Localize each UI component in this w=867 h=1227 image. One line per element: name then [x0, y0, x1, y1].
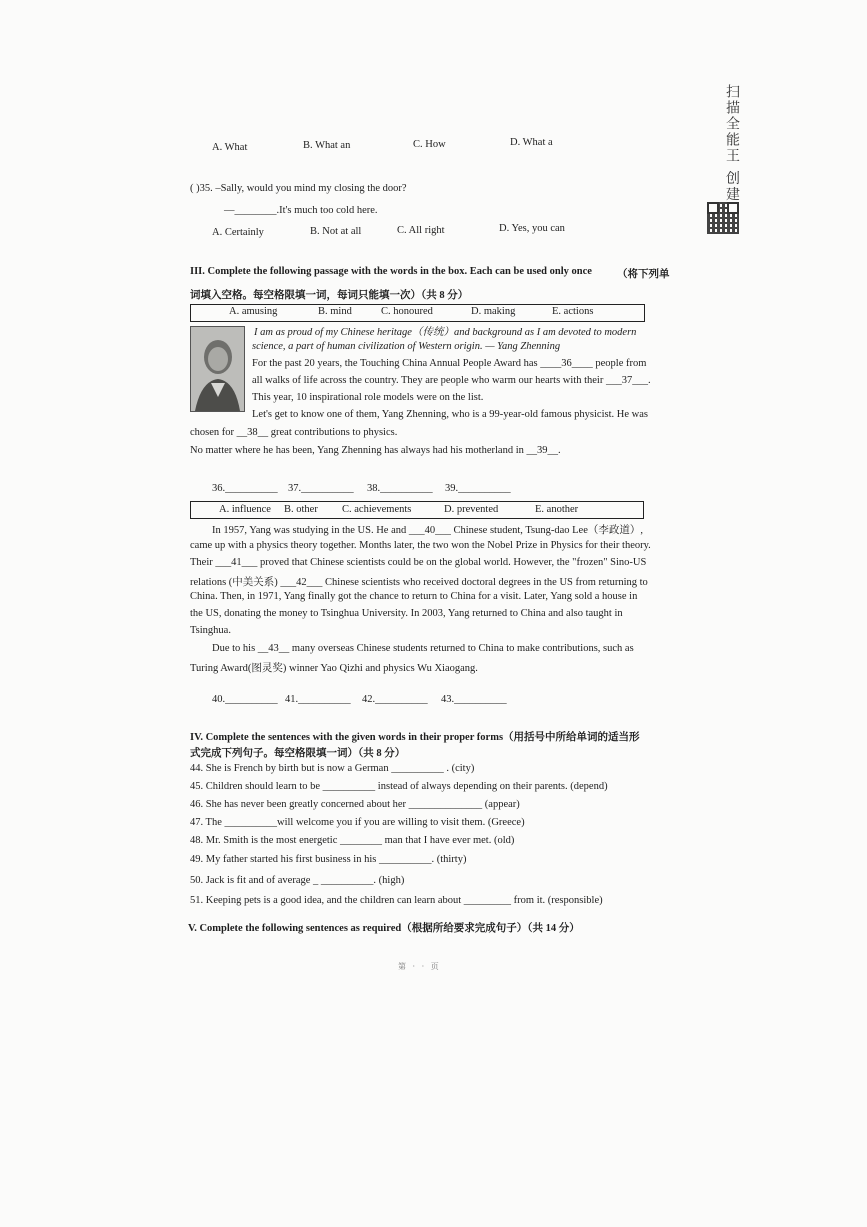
page-footer: 第 · · 页 [398, 962, 441, 971]
section3-heading-zh: （将下列单 [617, 269, 670, 280]
passage-1-line: This year, 10 inspirational role models were on the list. [252, 392, 484, 403]
word-box-1-item: E. actions [552, 306, 594, 317]
sentence-item-44: 44. She is French by birth but is now a German __________ . (city) [190, 763, 475, 774]
sentence-item-47: 47. The __________will welcome you if you are willing to visit them. (Greece) [190, 817, 525, 828]
passage-5-line: Due to his __43__ many overseas Chinese students returned to China to make contributions, such as [212, 643, 634, 654]
section5-heading: V. Complete the following sentences as required（根据所给要求完成句子）（共 14 分） [188, 923, 580, 934]
scanner-watermark: 扫描全能王 创建 [724, 84, 740, 203]
word-box-1-item: C. honoured [381, 306, 433, 317]
q35-option-b: B. Not at all [310, 226, 362, 237]
passage-4-line: In 1957, Yang was studying in the US. He and ___40___ Chinese student, Tsung-dao Lee（李政道）, [212, 525, 643, 536]
passage-4-line: relations (中美关系) ___42___ Chinese scientists who received doctoral degrees in the US from returning to [190, 577, 648, 588]
answer-blank-38[interactable]: 38.__________ [367, 483, 433, 494]
quote-line-1: I am as proud of my Chinese heritage（传统）and background as I am devoted to modern [254, 327, 637, 338]
answer-blank-40[interactable]: 40.__________ [212, 694, 278, 705]
q34-option-a: A. What [212, 142, 248, 153]
sentence-item-48: 48. Mr. Smith is the most energetic ________ man that I have ever met. (old) [190, 835, 515, 846]
word-box-2-item: E. another [535, 504, 579, 515]
answer-blank-36[interactable]: 36.__________ [212, 483, 278, 494]
q34-option-d: D. What a [510, 137, 553, 148]
passage-2-line: chosen for __38__ great contributions to physics. [190, 427, 398, 438]
answer-blank-37[interactable]: 37.__________ [288, 483, 354, 494]
q35-reply: —________.It's much too cold here. [224, 205, 378, 216]
sentence-item-45: 45. Children should learn to be __________ instead of always depending on their parents. (depend) [190, 781, 608, 792]
word-box-1-item: B. mind [318, 306, 352, 317]
section3-heading: III. Complete the following passage with the words in the box. Each can be used only once [190, 266, 592, 277]
section4-heading: IV. Complete the sentences with the given words in their proper forms（用括号中所给单词的适当形 [190, 732, 640, 743]
passage-1-line: all walks of life across the country. They are people who warm our hearts with their ___37___. [252, 375, 651, 386]
word-box-2-item: B. other [284, 504, 318, 515]
q35-option-a: A. Certainly [212, 227, 264, 238]
q35-stem: ( )35. –Sally, would you mind my closing the door? [190, 183, 407, 194]
quote-line-2: science, a part of human civilization of Western origin. — Yang Zhenning [252, 341, 561, 352]
answer-blank-39[interactable]: 39.__________ [445, 483, 511, 494]
passage-4-line: Tsinghua. [190, 625, 231, 636]
word-box-2-item: A. influence [219, 504, 271, 515]
q35-option-c: C. All right [397, 225, 445, 236]
passage-4-line: Their ___41___ proved that Chinese scientists could be on the global world. However, the "frozen" Sino-US [190, 557, 647, 568]
passage-4-line: China. Then, in 1971, Yang finally got the chance to return to China for a visit. Later, Yang sold a house in [190, 591, 638, 602]
word-box-2-item: C. achievements [342, 504, 412, 515]
answer-blank-43[interactable]: 43.__________ [441, 694, 507, 705]
passage-3-line: No matter where he has been, Yang Zhenning has always had his motherland in __39__. [190, 445, 561, 456]
section4-heading-2: 式完成下列句子。每空格限填一词）（共 8 分） [190, 748, 406, 759]
passage-4-line: came up with a physics theory together. Months later, the two won the Nobel Prize in Physics for their theory. [190, 540, 651, 551]
answer-blank-42[interactable]: 42.__________ [362, 694, 428, 705]
sentence-item-49: 49. My father started his first business in his __________. (thirty) [190, 854, 467, 865]
passage-5-line: Turing Award(图灵奖) winner Yao Qizhi and physics Wu Xiaogang. [190, 663, 478, 674]
q35-option-d: D. Yes, you can [499, 223, 565, 234]
answer-blank-41[interactable]: 41.__________ [285, 694, 351, 705]
q34-option-c: C. How [413, 139, 446, 150]
section3-heading-zh-2: 词填入空格。每空格限填一词，每词只能填一次）（共 8 分） [190, 290, 469, 301]
word-box-1-item: A. amusing [229, 306, 278, 317]
yang-zhenning-portrait [190, 326, 245, 412]
sentence-item-51: 51. Keeping pets is a good idea, and the children can learn about _________ from it. (responsible) [190, 895, 603, 906]
passage-1-line: For the past 20 years, the Touching China Annual People Award has ____36____ people from [252, 358, 647, 369]
sentence-item-50: 50. Jack is fit and of average _ __________. (high) [190, 875, 405, 886]
q34-option-b: B. What an [303, 140, 351, 151]
sentence-item-46: 46. She has never been greatly concerned about her ______________ (appear) [190, 799, 520, 810]
qr-code-icon [707, 202, 739, 234]
word-box-1-item: D. making [471, 306, 516, 317]
word-box-2-item: D. prevented [444, 504, 499, 515]
passage-4-line: the US, donating the money to Tsinghua University. In 2003, Yang returned to China and also taught in [190, 608, 623, 619]
passage-2-line: Let's get to know one of them, Yang Zhenning, who is a 99-year-old famous physicist. He was [252, 409, 648, 420]
